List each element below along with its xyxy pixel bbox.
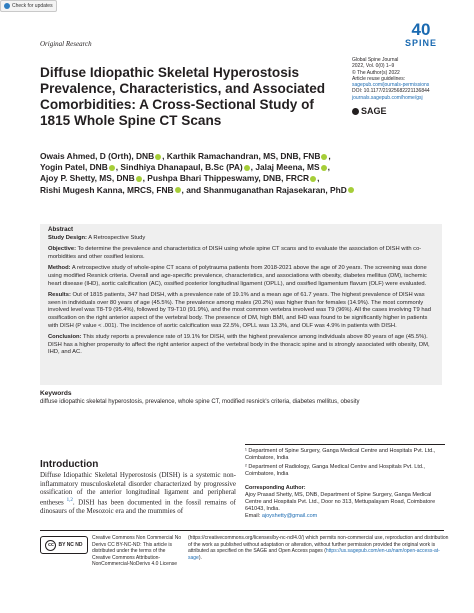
abstract-design (48, 235, 438, 243)
license-text-right (188, 535, 450, 561)
license-text-left: Creative Commons Non Commercial No Derivs CC BY-NC-ND: This article is distributed under the terms of the Creative Commons Attribution-NonCommercial-NoDerivs 4.0 License (92, 535, 182, 567)
journal-volume: 2022, Vol. 0(0) 1–9 (352, 63, 395, 70)
author-1: Owais Ahmed, D (Orth), DNB (40, 151, 155, 161)
journal-logo-text: SPINE (404, 38, 437, 48)
design-text: A Retrospective Study (86, 234, 146, 241)
author-4: , Sindhiya Dhanapaul, B.Sc (PA) (115, 162, 243, 173)
author-2: , Karthik Ramachandran, MS, DNB, FNB (162, 151, 321, 161)
orcid-icon[interactable] (244, 165, 250, 171)
doi: DOI: 10.1177/21925682221136844 (352, 88, 430, 95)
author-list (40, 151, 450, 196)
abstract-objective (48, 246, 438, 261)
copyright: © The Author(s) 2022 (352, 69, 400, 76)
update-icon (4, 3, 10, 9)
corresponding-author (245, 485, 445, 520)
email-link[interactable]: ajoyshetty@gmail.com (261, 513, 318, 519)
orcid-icon[interactable] (321, 154, 327, 160)
affiliation-divider (245, 444, 445, 445)
cc-badge-label: BY NC ND (58, 542, 83, 548)
creative-commons-badge[interactable] (40, 536, 88, 554)
conclusion-label: Conclusion: (48, 334, 82, 341)
introduction-text (40, 471, 236, 515)
orcid-icon[interactable] (321, 165, 327, 171)
author-9: , and Shanmuganathan Rajasekaran, PhD (181, 184, 347, 195)
journal-name: Global Spine Journal (352, 57, 399, 63)
abstract-results (48, 292, 438, 330)
method-text: A retrospective study of whole-spine CT scans of polytrauma patients from 2018-2021 above the age of 20 years. The screening was done using modified Resnick criteria. Overall and age-specific prevalence, characteristics, and associations with obesity, diabetes mellitus (DM), ischemic heart disease (IHD), aortic calcification (AC), ossified posterior longitudinal ligament (OPLL), and ossified ligamentum flavum (OLF) were evaluated. (48, 265, 427, 287)
article-type-label: Original Research (40, 40, 92, 48)
author-6: Ajoy P. Shetty, MS, DNB (40, 173, 135, 184)
affiliation-1: ¹ Department of Spine Surgery, Ganga Medical Centre and Hospitals Pvt. Ltd., Coimbatore, India (245, 448, 436, 461)
corresponding-heading: Corresponding Author: (245, 485, 306, 491)
orcid-icon[interactable] (136, 176, 142, 182)
author-5: , Jalaj Meena, MS (250, 162, 320, 173)
abstract (48, 226, 438, 361)
introduction-paragraph: Diffuse Idiopathic Skeletal Hyperostosis (DISH) is a systemic non-inflammatory musculoskeletal disorder characterized by progressive ossification of the anterior longitudinal ligament and peripheral entheses (40, 471, 236, 507)
reuse-guidelines: Article reuse guidelines: (352, 75, 406, 82)
results-label: Results: (48, 292, 71, 299)
objective-label: Objective: (48, 246, 77, 253)
author-separator: , (317, 173, 320, 184)
sage-icon (352, 108, 359, 115)
open-access-link[interactable]: https://us.sagepub.com/en-us/nam/open-access-at-sage (188, 548, 440, 561)
abstract-method (48, 265, 438, 288)
introduction-paragraph-cont: . DISH has been documented in the fossil remains of dinosaurs of the Mesozoic era and the mummies of (40, 498, 236, 515)
check-for-updates-label: Check for updates (12, 3, 53, 9)
orcid-icon[interactable] (310, 176, 316, 182)
journal-logo (404, 22, 438, 48)
corresponding-address: Ajoy Prasad Shetty, MS, DNB, Department of Spine Surgery, Ganga Medical Centre and Hospitals Pvt. Ltd., Door no 313, Mettupalayam Road, Coimbatore 641043, India. (245, 492, 436, 512)
orcid-icon[interactable] (348, 187, 354, 193)
design-label: Study Design: (48, 234, 87, 241)
objective-text: To determine the prevalence and characteristics of DISH using whole spine CT scans and to evaluate the association of DISH with co-morbidities and other ossified lesions. (48, 246, 422, 260)
journal-info (352, 57, 462, 101)
license-end: ). (198, 554, 202, 561)
affiliations (245, 448, 445, 480)
method-label: Method: (48, 265, 71, 272)
abstract-heading: Abstract (48, 226, 74, 233)
orcid-icon[interactable] (175, 187, 181, 193)
author-8: Rishi Mugesh Kanna, MRCS, FNB (40, 184, 174, 195)
journal-home-link[interactable]: journals.sagepub.com/home/gsj (352, 94, 423, 101)
keywords-section (40, 390, 450, 406)
author-3: Yogin Patel, DNB (40, 162, 108, 173)
article-title: Diffuse Idiopathic Skeletal Hyperostosis Prevalence, Characteristics, and Associated Comorbidities: A Cross-Sectional Study of 1815 Whole Spine CT Scans (40, 65, 326, 128)
reference-link[interactable]: 1,2 (63, 497, 73, 503)
abstract-conclusion (48, 334, 438, 357)
orcid-icon[interactable] (155, 154, 161, 160)
keywords-heading: Keywords (40, 390, 72, 397)
license-body: (https://creativecommons.org/licenses/by-nc-nd/4.0/) which permits non-commercial use, reproduction and distribution of the work as published without adaptation or alteration, without further permission provided the original work is attributed as specified on the SAGE and Open Access pages ( (188, 535, 449, 554)
orcid-icon[interactable] (109, 165, 115, 171)
author-separator: , (328, 151, 331, 161)
check-for-updates-badge[interactable] (0, 0, 57, 12)
conclusion-text: This study reports a prevalence rate of 19.1% for DISH, with the highest prevalence among individuals above 80 years of age (45.5%). DISH has a higher propensity to affect the right anterior aspect of the vertebral body in the thoracic spine and is strongly associated with obesity, DM, IHD, and AC. (48, 334, 430, 356)
permissions-link[interactable]: sagepub.com/journals-permissions (352, 82, 430, 89)
results-text: Out of 1815 patients, 347 had DISH, with a prevalence rate of 19.1% and a mean age of 61.7 years. The highest prevalence of DISH was seen in individuals over 80 years of age (45.5%). The prevalence among males (20.2%) was higher than for females (14.9%). The most commonly involved level was T8-T9 (95.4%), followed by T9-T10 (91.9%), and the most common vertebra involved was T9 (96%). All the cases involving T9 had ossification on the right anterior aspect of the vertebral body. The presence of DM, high BMI, and IHD was found to be significantly higher in patients with DISH (P value < .001). The incidence of aortic calcification was 22.5%, OPLL was 13.3%, and OLF was 4.9% in patients with DISH. (48, 292, 431, 329)
author-separator: , (327, 162, 330, 173)
cc-icon: cc (45, 540, 56, 551)
email-label: Email: (245, 513, 262, 519)
corresponding-email-line (245, 513, 445, 520)
affiliation-2: ² Department of Radiology, Ganga Medical Centre and Hospitals Pvt. Ltd., Coimbatore, India (245, 464, 425, 477)
license-divider (40, 530, 444, 531)
publisher-name: SAGE (361, 106, 387, 116)
keywords-text: diffuse idiopathic skeletal hyperostosis, prevalence, whole spine CT, modified resnick's criteria, diabetes mellitus, obesity (40, 399, 360, 405)
introduction-heading: Introduction (40, 459, 99, 470)
author-7: , Pushpa Bhari Thippeswamy, DNB, FRCR (142, 173, 310, 184)
publisher-logo (352, 106, 387, 116)
journal-logo-number: 40 (411, 20, 431, 39)
